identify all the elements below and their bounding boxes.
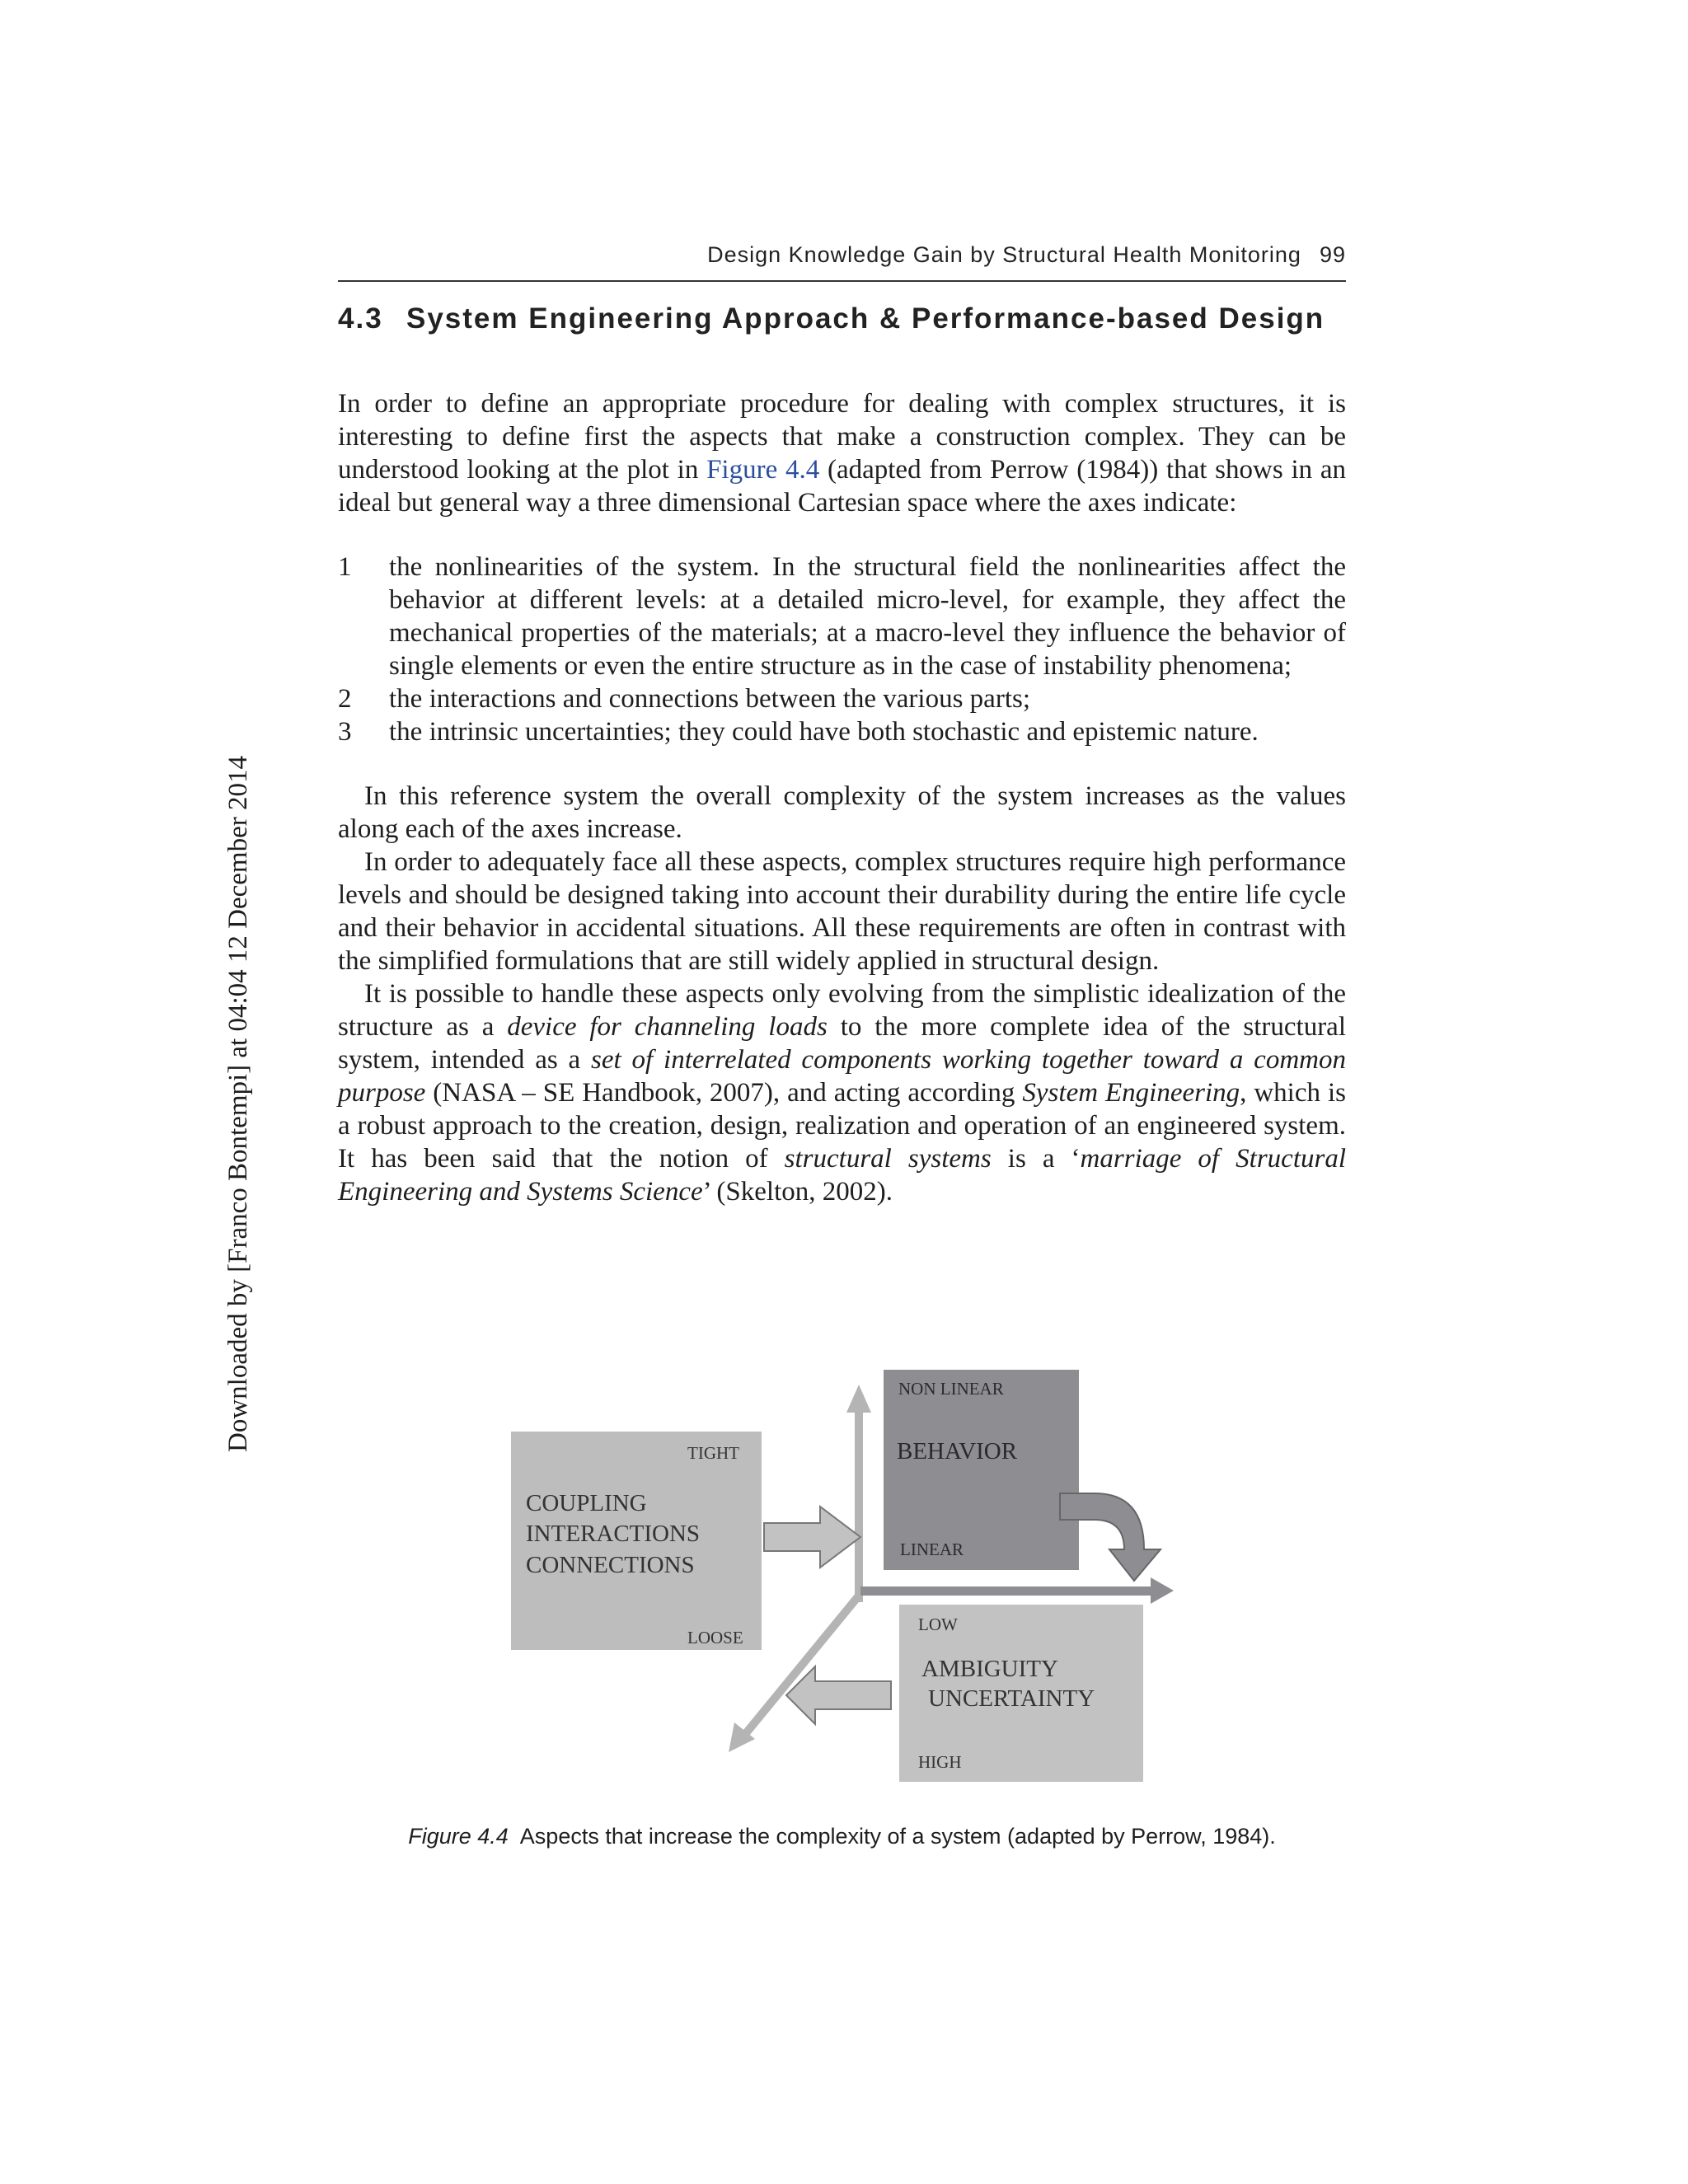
running-head-title: Design Knowledge Gain by Structural Health Monitoring [707, 242, 1301, 267]
coupling-loose-label: LOOSE [687, 1628, 743, 1647]
paragraph-4-emphasis: marriage of Structural Engineering and Systems Science [338, 1144, 1346, 1207]
body-text [338, 387, 1346, 1208]
coupling-arrow [764, 1507, 860, 1568]
behavior-label: BEHAVIOR [897, 1438, 1018, 1465]
axes-list [338, 551, 1346, 748]
complexity-figure [495, 1360, 1203, 1797]
paragraph-3: In order to adequately face all these aspects, complex structures require high performance levels and should be designed taking into account their durability during the entire life cycle and their behavior in accidental situations. All these requirements are often in contrast with the simplified formulations that are still widely applied in structural design. [338, 847, 1346, 976]
paragraph-1-text-cont: (adapted from Perrow (1984)) that shows in an ideal but general way a three dimensional Cartesian space where the axes indicate: [338, 455, 1346, 518]
caption-text: Aspects that increase the complexity of a system (adapted by Perrow, 1984). [519, 1824, 1276, 1849]
coupling-tight-label: TIGHT [687, 1443, 739, 1463]
behavior-nonlinear-label: NON LINEAR [898, 1379, 1004, 1399]
list-item-number: 1 [338, 552, 352, 582]
paragraph-4-text: , which is a robust approach to the creation, design, realization and operation of an engineered system. It has been said that the notion of [338, 1078, 1346, 1174]
ambiguity-arrow [786, 1666, 891, 1724]
paragraph-1 [338, 387, 1346, 519]
section-heading [338, 302, 1346, 335]
paragraph-2: In this reference system the overall complexity of the system increases as the values along each of the axes increase. [338, 781, 1346, 844]
coupling-line-2: INTERACTIONS [526, 1521, 701, 1547]
horizontal-axis-arrowhead [1151, 1577, 1174, 1604]
paragraph-4 [338, 977, 1346, 1208]
figure-link[interactable]: Figure 4.4 [706, 455, 820, 485]
paragraph-4-text: ’ (Skelton, 2002). [702, 1177, 893, 1207]
list-item-text: the intrinsic uncertainties; they could have both stochastic and epistemic nature. [389, 717, 1259, 747]
ambiguity-high-label: HIGH [918, 1752, 962, 1772]
list-item-number: 3 [338, 717, 352, 747]
paragraph-4-emphasis: device for channeling loads [507, 1012, 828, 1042]
ambiguity-line-1: AMBIGUITY [921, 1656, 1058, 1682]
header-rule [338, 280, 1346, 282]
list-item-text: the interactions and connections between the various parts; [389, 684, 1030, 714]
paragraph-4-text: is a ‘ [991, 1144, 1081, 1174]
paragraph-4-text: (NASA – SE Handbook, 2007), and acting according [425, 1078, 1023, 1108]
section-number: 4.3 [338, 302, 383, 335]
ambiguity-low-label: LOW [918, 1615, 958, 1634]
vertical-axis [855, 1411, 863, 1602]
download-watermark: Downloaded by [Franco Bontempi] at 04:04 12 December 2014 [223, 756, 253, 1452]
section-title: System Engineering Approach & Performance-based Design [406, 302, 1325, 335]
coupling-line-1: COUPLING [526, 1490, 647, 1516]
list-item [338, 715, 1346, 748]
behavior-linear-label: LINEAR [900, 1540, 964, 1559]
paragraph-1-text: In order to define an appropriate procedure for dealing with complex structures, it is interesting to define first the aspects that make a construction complex. They can be understood looking at the plot in [338, 389, 1346, 485]
list-item-text: the nonlinearities of the system. In the structural field the nonlinearities affect the behavior at different levels: at a detailed micro-level, for example, they affect the mechanical properties of the materials; at a macro-level they influence the behavior of single elements or even the entire structure as in the case of instability phenomena; [389, 552, 1346, 681]
list-item [338, 682, 1346, 715]
running-head [338, 242, 1346, 268]
vertical-axis-arrowhead [846, 1385, 871, 1413]
ambiguity-line-2: UNCERTAINTY [928, 1685, 1095, 1712]
figure-caption [338, 1824, 1346, 1849]
coupling-line-3: CONNECTIONS [526, 1552, 695, 1578]
list-item-number: 2 [338, 684, 352, 714]
paragraph-4-emphasis: System Engineering [1022, 1078, 1240, 1108]
page-number: 99 [1319, 242, 1346, 267]
paragraph-4-text: to the more complete idea of the structural system, intended as a [338, 1012, 1346, 1075]
list-item [338, 551, 1346, 682]
paragraph-4-emphasis: set of interrelated components working together toward a common purpose [338, 1045, 1346, 1108]
caption-label: Figure 4.4 [408, 1824, 509, 1849]
horizontal-axis [860, 1586, 1153, 1596]
paragraph-4-text: It is possible to handle these aspects only evolving from the simplistic idealization of the structure as a [338, 979, 1346, 1042]
paragraph-4-emphasis: structural systems [784, 1144, 992, 1174]
